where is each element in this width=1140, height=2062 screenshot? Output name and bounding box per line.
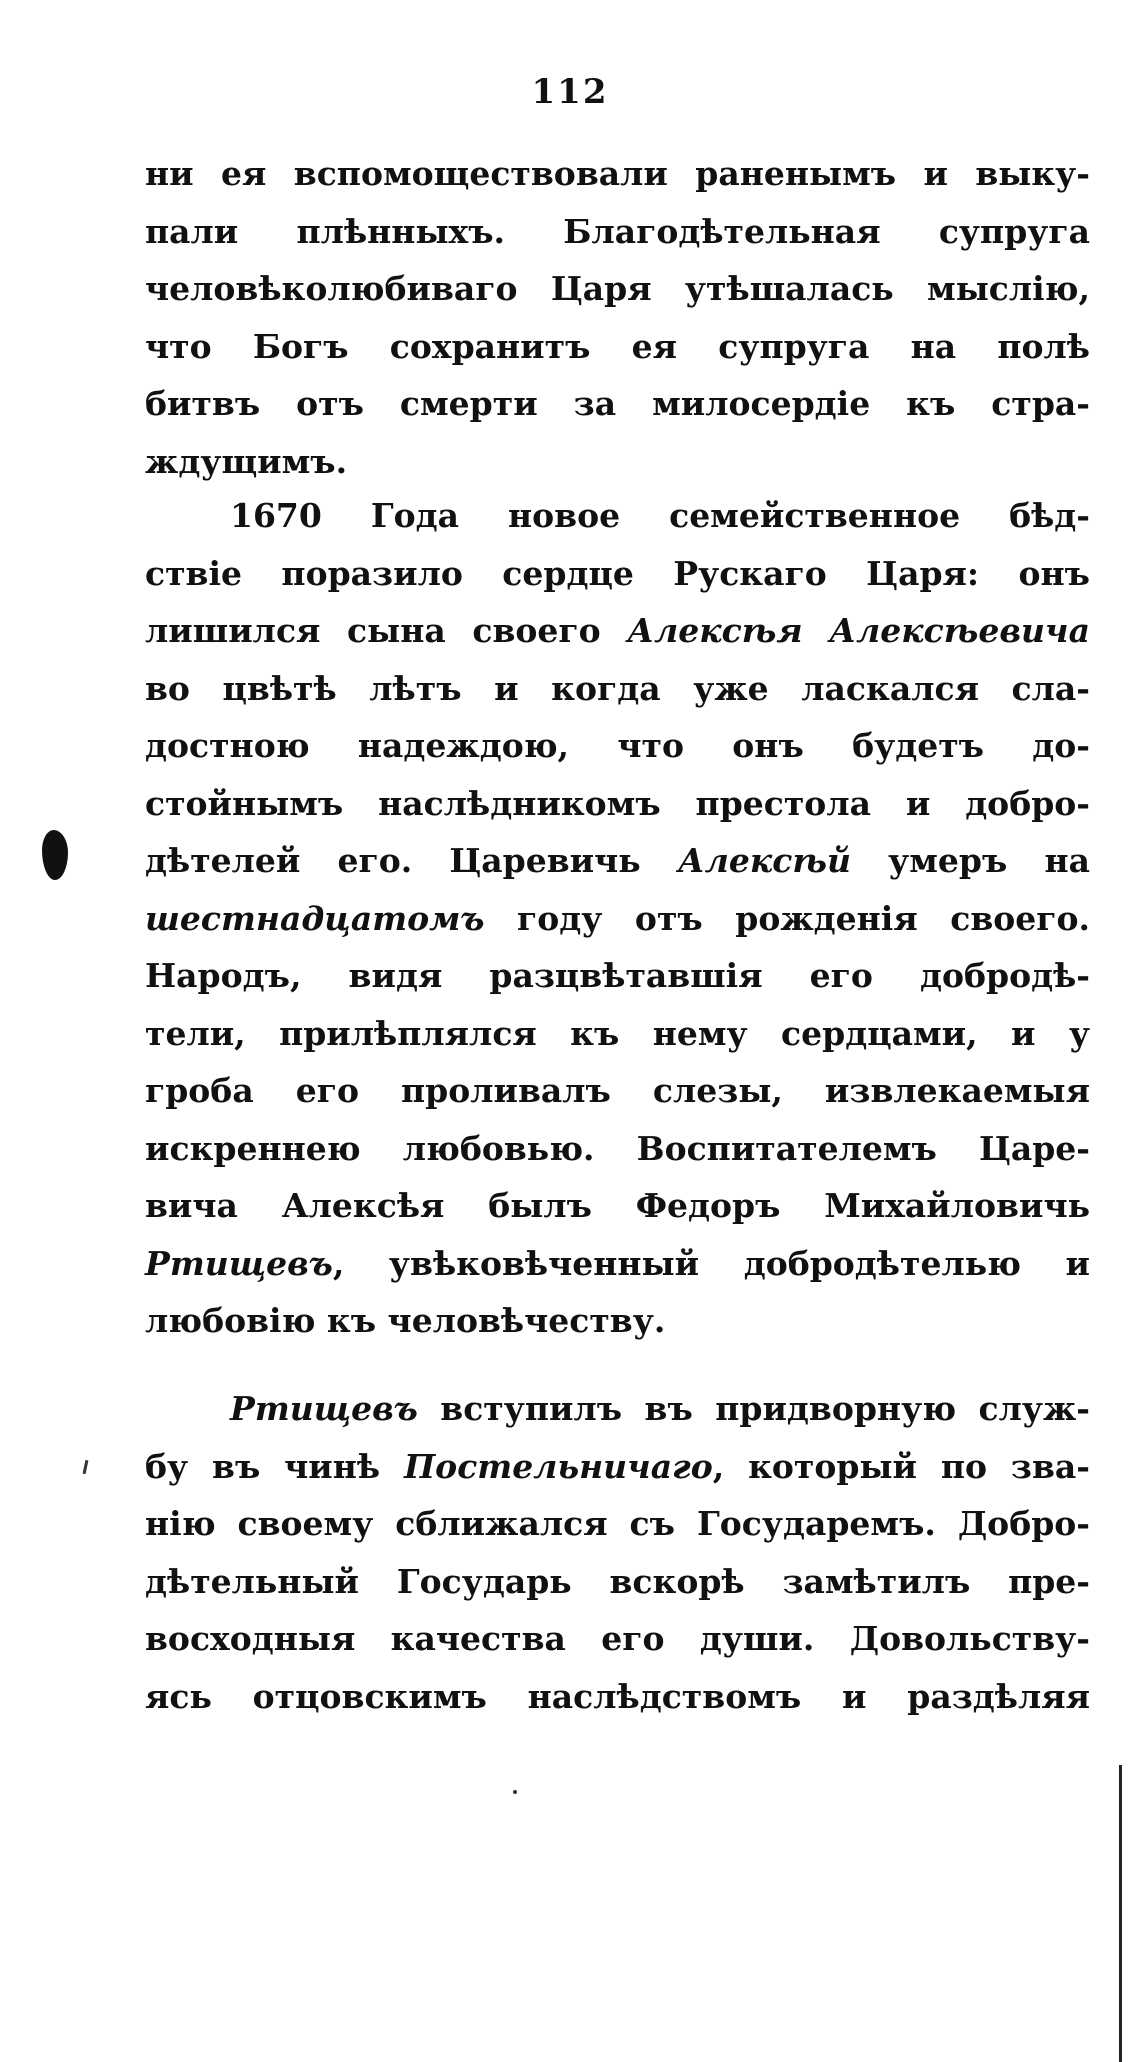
line-segment: , увѣковѣченный добродѣтелью и	[332, 1243, 1090, 1283]
text-line: что Богъ сохранитъ ея супруга на полѣ	[145, 326, 1090, 366]
text-line: Народъ, видя разцвѣтавшія его добродѣ-	[145, 956, 1090, 995]
italic-name: Ртищевъ	[145, 1243, 333, 1283]
text-line: любовію къ человѣчеству.	[145, 1301, 666, 1340]
text-line: ствіе поразило сердце Рускаго Царя: онъ	[145, 553, 1090, 593]
text-line: ясь отцовскимъ наслѣдствомъ и раздѣляя	[145, 1676, 1090, 1716]
page-edge-line	[1119, 1765, 1122, 2062]
line-segment: лишился сына своего	[145, 611, 628, 650]
text-line: нію своему сближался съ Государемъ. Добро-	[145, 1504, 1090, 1543]
text-line: восходныя качества его души. Довольству-	[145, 1619, 1090, 1658]
italic-name: Алексѣя Алексѣевича	[627, 611, 1090, 650]
text-line: во цвѣтѣ лѣтъ и когда уже ласкался сла-	[145, 668, 1090, 708]
text-line: стойнымъ наслѣдникомъ престола и добро-	[145, 783, 1090, 823]
text-line: 1670 Года новое семейственное бѣд-	[230, 496, 1090, 535]
text-line: вича Алексѣя былъ Федоръ Михайловичь	[145, 1186, 1090, 1225]
italic-word: шестнадцатомъ	[145, 898, 485, 938]
line-segment: дѣтелей его. Царевичь	[145, 841, 678, 880]
italic-name: Ртищевъ	[230, 1389, 418, 1428]
text-line: гроба его проливалъ слезы, извлекаемыя	[145, 1071, 1090, 1110]
text-line	[145, 1235, 1090, 1293]
ink-blot	[42, 830, 68, 880]
text-line: ни ея вспомоществовали раненымъ и выку-	[145, 154, 1090, 193]
paragraph-2	[145, 487, 1090, 1350]
text-line: тели, прилѣплялся къ нему сердцами, и у	[145, 1013, 1090, 1053]
text-line: искреннею любовью. Воспитателемъ Царе-	[145, 1128, 1090, 1168]
line-segment: вступилъ въ придворную служ-	[417, 1389, 1090, 1428]
text-line: дѣтельный Государь вскорѣ замѣтилъ пре-	[145, 1561, 1090, 1601]
ink-mark	[83, 1460, 89, 1474]
line-segment: умеръ на	[850, 841, 1090, 880]
text-line: пали плѣнныхъ. Благодѣтельная супруга	[145, 211, 1090, 251]
text-line	[145, 1380, 1090, 1438]
text-line	[145, 890, 1090, 948]
text-line: битвъ отъ смерти за милосердіе къ стра-	[145, 384, 1090, 423]
page-number: 112	[531, 72, 609, 112]
line-segment: году отъ рожденія своего.	[484, 898, 1090, 938]
line-segment: , который по зва-	[712, 1446, 1090, 1486]
ink-speck	[513, 1790, 517, 1794]
italic-word: Постельничаго	[404, 1446, 713, 1486]
italic-name: Алексѣй	[677, 841, 851, 880]
text-line: достною надеждою, что онъ будетъ до-	[145, 726, 1090, 765]
text-line: ждущимъ.	[145, 441, 348, 481]
line-segment: бу въ чинѣ	[145, 1446, 404, 1486]
text-line	[145, 832, 1090, 890]
text-line: человѣколюбиваго Царя утѣшалась мыслію,	[145, 269, 1090, 308]
text-line	[145, 1438, 1090, 1496]
paragraph-3	[145, 1380, 1090, 1725]
text-line	[145, 602, 1090, 660]
paragraph-1	[145, 145, 1090, 490]
